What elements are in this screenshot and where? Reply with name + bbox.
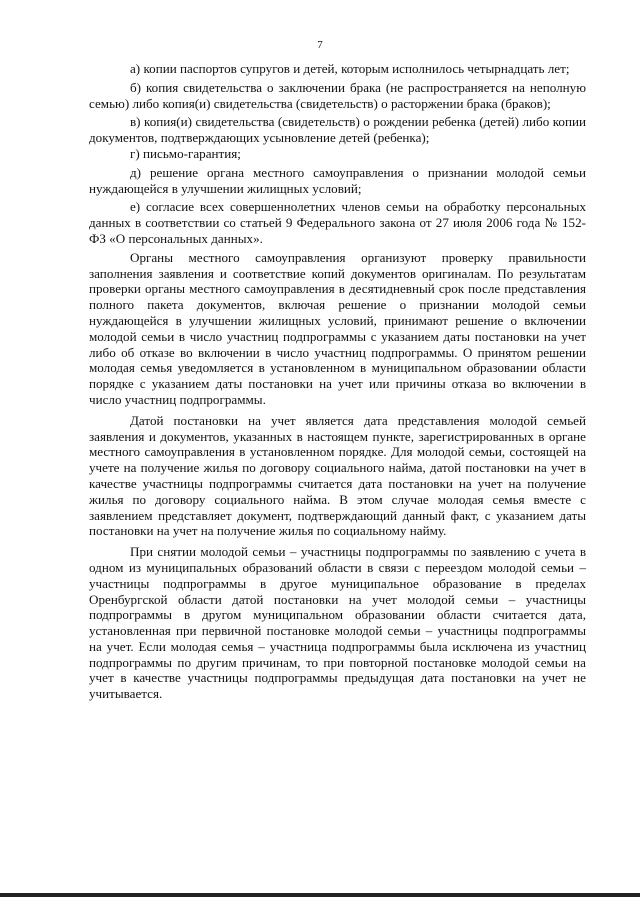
list-item-local-authority-decision: д) решение органа местного самоуправления о признании молодой семьи нуждающейся в улучшении жилищных условий; [89,164,586,196]
list-item-guarantee-letter: г) письмо-гарантия; [130,145,241,161]
list-item-passports: а) копии паспортов супругов и детей, которым исполнилось четырнадцать лет; [130,61,570,76]
page-number: 7 [317,39,323,51]
bottom-divider [0,893,640,897]
paragraph-document-verification: Органы местного самоуправления организуют проверку правильности заполнения заявления и соответствие копий документов оригиналам. По результатам проверки органы местного самоуправления в десятидневный срок после представления полного пакета документов, включая решение о признании молодой семьи нуждающейся в улучшении жилищных условий, принимают решение о включении молодой семьи в число участниц подпрограммы с указанием даты постановки на учет либо об отказе во включении в число участниц подпрограммы. О принятом решении молодая семья уведомляется в установленном в муниципальном образовании области порядке с указанием даты постановки на учет или причины отказа во включении в число участниц подпрограммы. [89,249,586,407]
paragraph-deregistration-relocation: При снятии молодой семьи – участницы подпрограммы по заявлению с учета в одном из муниципальных образований области в связи с переездом молодой семьи – участницы подпрограммы в другое муниципальное образование в пределах Оренбургской области датой постановки на учет молодой семьи – участницы подпрограммы в другом муниципальном образовании области считается дата, установленная при первичной постановке молодой семьи – участницы подпрограммы на учет. Если молодая семья – участница подпрограммы была исключена из участниц подпрограммы по другим причинам, то при повторной постановке молодой семьи на учет в качестве участницы подпрограммы предыдущая дата постановки на учет не учитывается. [89,544,586,702]
document-body [89,61,586,702]
list-item-personal-data-consent: е) согласие всех совершеннолетних членов семьи на обработку персональных данных в соответствии со статьей 9 Федерального закона от 27 июля 2006 года № 152-ФЗ «О персональных данных». [89,199,586,246]
list-item-marriage-certificate: б) копия свидетельства о заключении брака (не распространяется на неполную семью) либо копия(и) свидетельства (свидетельств) о расторжении брака (браков); [89,79,586,111]
list-item-birth-certificate: в) копия(и) свидетельства (свидетельств) о рождении ребенка (детей) либо копии документов, подтверждающих усыновление детей (ребенка); [89,114,586,146]
paragraph-registration-date: Датой постановки на учет является дата представления молодой семьей заявления и документов, указанных в настоящем пункте, зарегистрированных в органе местного самоуправления в установленном порядке. Для молодой семьи, состоящей на учете на получение жилья по договору социального найма, датой постановки на учет в качестве участницы подпрограммы считается дата постановки на учет на получение жилья по договору социального найма. В этом случае молодая семья вместе с заявлением представляет документ, подтверждающий данный факт, с указанием даты постановки на учет на получение жилья по социальному найму. [89,412,586,539]
